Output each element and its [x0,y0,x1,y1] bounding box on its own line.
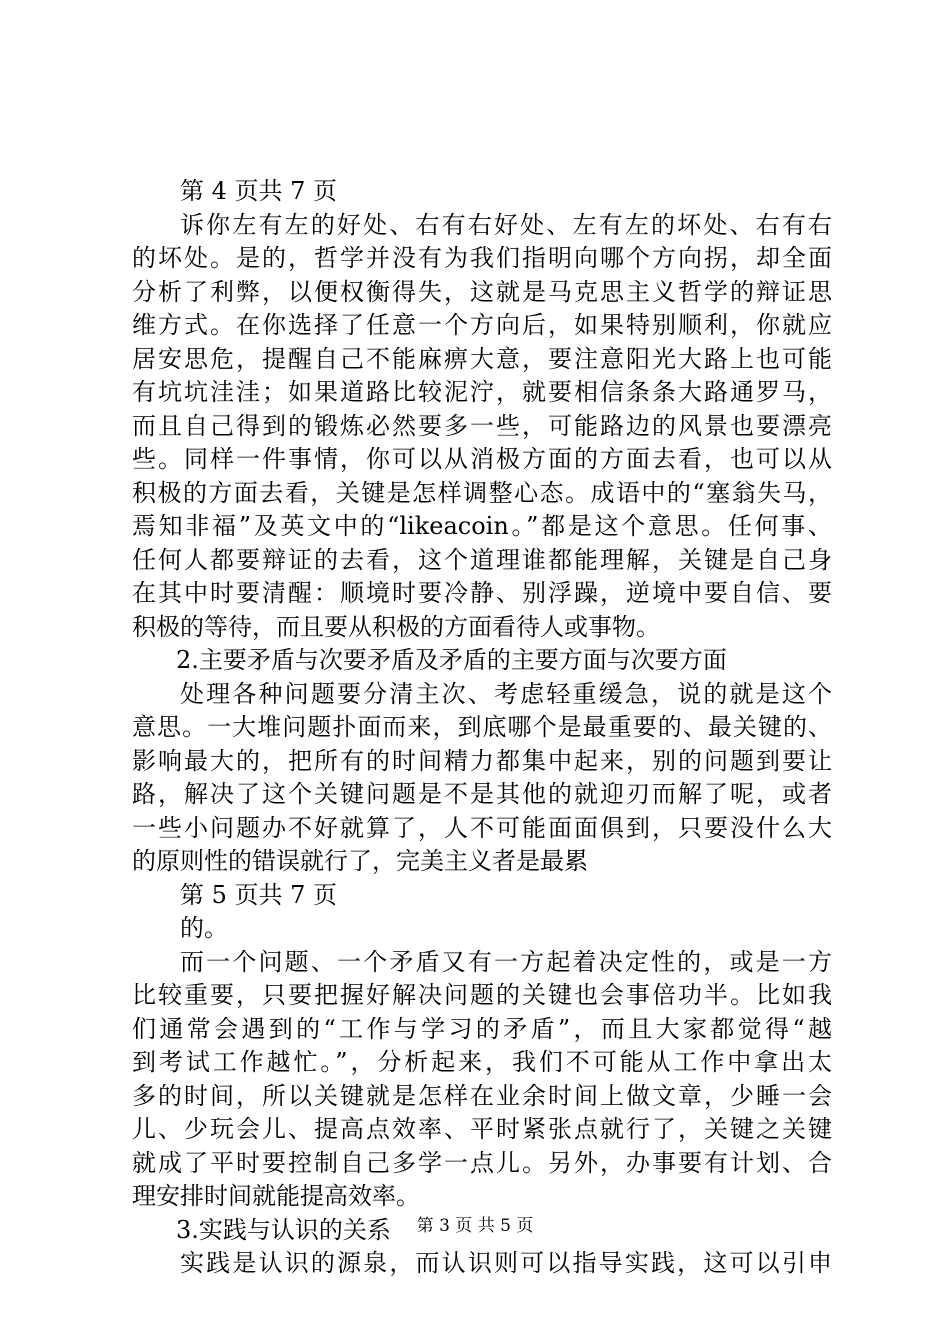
text-line: 第 4 页共 7 页 [180,177,338,205]
text-line: 积极的方面去看，关键是怎样调整心态。成语中的“塞翁失马， [132,478,832,507]
page-footer: 第 3 页 共 5 页 [416,1216,534,1236]
text-line: 而一个问题、一个矛盾又有一方起着决定性的，或是一方 [180,947,832,976]
text-line: 的坏处。是的，哲学并没有为我们指明向哪个方向拐，却全面 [132,244,832,272]
text-line: 第 5 页共 7 页 [180,880,338,909]
text-line: 有坑坑洼洼；如果道路比较泥泞，就要相信条条大路通罗马， [132,378,832,406]
text-line: 意思。一大堆问题扑面而来，到底哪个是最重要的、最关键的、 [132,713,832,741]
text-line: 些。同样一件事情，你可以从消极方面的方面去看，也可以从 [132,445,832,473]
text-line: 的。 [180,914,228,942]
text-line: 积极的等待，而且要从积极的方面看待人或事物。 [132,612,660,641]
text-line: 儿、少玩会儿、提高点效率、平时紧张点就行了，关键之关键 [132,1115,832,1143]
text-line: 就成了平时要控制自己多学一点儿。另外，办事要有计划、合 [132,1148,832,1177]
text-line: 居安思危，提醒自己不能麻痹大意，要注意阳光大路上也可能 [132,344,832,373]
text-line: 分析了利弊，以便权衡得失，这就是马克思主义哲学的辩证思 [132,277,832,306]
text-line: 比较重要，只要把握好解决问题的关键也会事倍功半。比如我 [132,981,832,1009]
text-line: 任何人都要辩证的去看，这个道理谁都能理解，关键是自己身 [132,545,832,574]
text-line: 3.实践与认识的关系 [176,1215,391,1244]
text-line: 而且自己得到的锻炼必然要多一些，可能路边的风景也要漂亮 [132,411,832,440]
text-line: 焉知非福”及英文中的“likeacoin。”都是这个意思。任何事、 [132,512,832,540]
text-line: 实践是认识的源泉，而认识则可以指导实践，这可以引申 [180,1249,832,1277]
text-line: 诉你左有左的好处、右有右好处、左有左的坏处、右有右 [180,210,832,239]
text-line: 到考试工作越忙。”，分析起来，我们不可能从工作中拿出太 [132,1048,832,1076]
text-line: 理安排时间就能提高效率。 [132,1182,420,1210]
text-line: 2.主要矛盾与次要矛盾及矛盾的主要方面与次要方面 [176,646,727,674]
text-line: 维方式。在你选择了任意一个方向后，如果特别顺利，你就应 [132,311,832,339]
text-line: 影响最大的，把所有的时间精力都集中起来，别的问题到要让 [132,746,832,775]
text-line: 在其中时要清醒：顺境时要冷静、别浮躁，逆境中要自信、要 [132,579,832,607]
text-line: 路，解决了这个关键问题是不是其他的就迎刃而解了呢，或者 [132,780,832,808]
text-line: 多的时间，所以关键就是怎样在业余时间上做文章，少睡一会 [132,1081,832,1110]
document-body [132,175,832,1281]
text-line: 的原则性的错误就行了，完美主义者是最累 [132,847,588,875]
text-line: 们通常会遇到的“工作与学习的矛盾”，而且大家都觉得“越 [132,1014,832,1043]
text-line: 处理各种问题要分清主次、考虑轻重缓急，说的就是这个 [180,679,832,708]
text-line: 一些小问题办不好就算了，人不可能面面俱到，只要没什么大 [132,813,832,842]
